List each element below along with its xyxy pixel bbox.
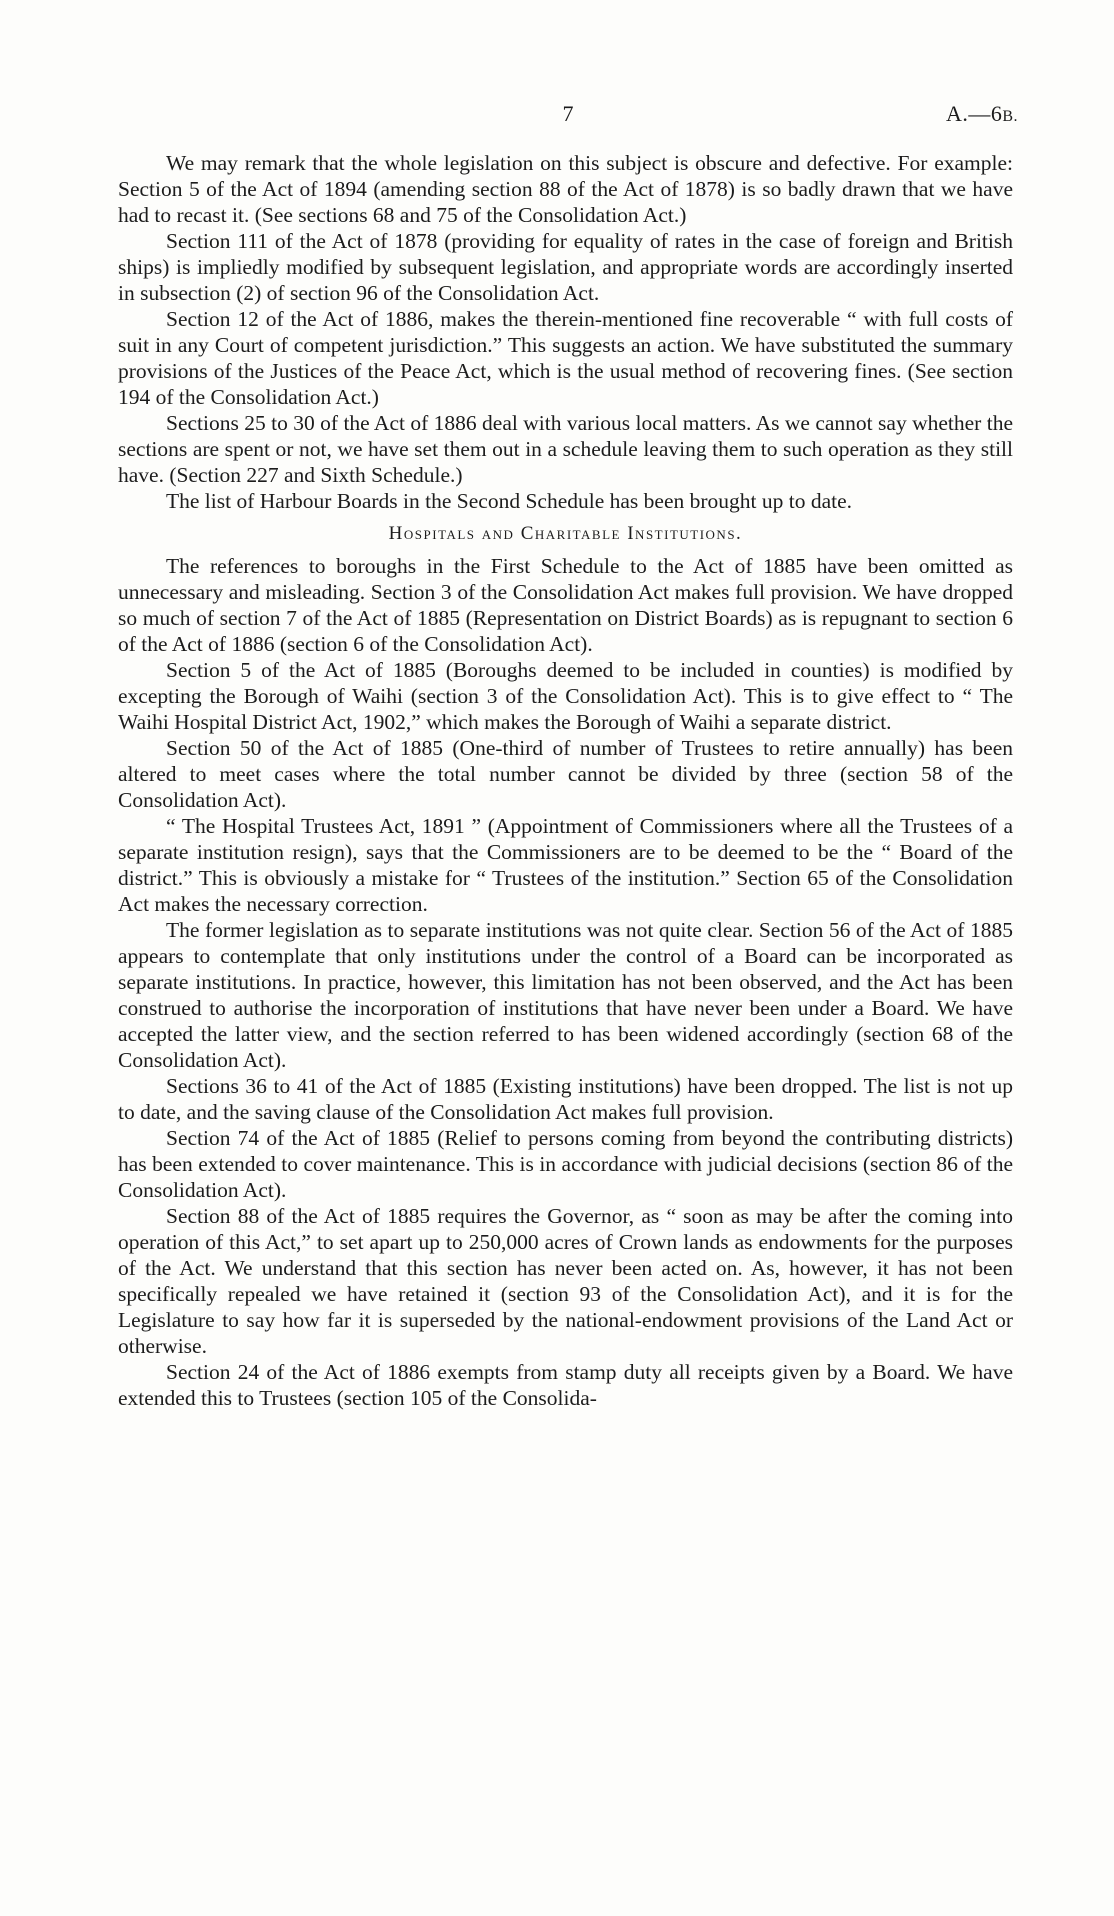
paragraph: Section 24 of the Act of 1886 exempts from stamp duty all receipts given by a Board. We have extended this to Trustees (section 105 of the Consolida- [118,1360,1013,1410]
paragraph: We may remark that the whole legislation on this subject is obscure and defective. For example: Section 5 of the Act of 1894 (amending section 88 of the Act of 1878) is so badly drawn that we have had to recast it. (See sections 68 and 75 of the Consolidation Act.) [118,151,1013,227]
paragraph: Sections 36 to 41 of the Act of 1885 (Existing institutions) have been dropped. The list is not up to date, and the saving clause of the Consolidation Act makes full provision. [118,1074,1013,1124]
document-reference-suffix: B. [1002,108,1018,125]
paragraph: Sections 25 to 30 of the Act of 1886 deal with various local matters. As we cannot say whether the sections are spent or not, we have set them out in a schedule leaving them to such operation as they still have. (Section 227 and Sixth Schedule.) [118,411,1013,487]
page-header [118,101,1018,131]
page-number: 7 [562,101,574,126]
paragraph: The list of Harbour Boards in the Second Schedule has been brought up to date. [166,489,853,513]
paragraph: The references to boroughs in the First Schedule to the Act of 1885 have been omitted as unnecessary and misleading. Section 3 of the Consolidation Act makes full provision. We have dropped so much of section 7 of the Act of 1885 (Representation on District Boards) as is repugnant to section 6 of the Act of 1886 (section 6 of the Consolidation Act). [118,554,1013,656]
paragraph: Section 111 of the Act of 1878 (providing for equality of rates in the case of foreign and British ships) is impliedly modified by subsequent legislation, and appropriate words are accordingly inserted in subsection (2) of section 96 of the Consolidation Act. [118,229,1013,305]
paragraph: Section 88 of the Act of 1885 requires the Governor, as “ soon as may be after the coming into operation of this Act,” to set apart up to 250,000 acres of Crown lands as endowments for the purposes of the Act. We understand that this section has never been acted on. As, however, it has not been specifically repealed we have retained it (section 93 of the Consolidation Act), and it is for the Legislature to say how far it is superseded by the national-endowment provisions of the Land Act or otherwise. [118,1204,1013,1358]
document-reference [946,101,1018,127]
paragraph: “ The Hospital Trustees Act, 1891 ” (Appointment of Commissioners where all the Trustees of a separate institution resign), says that the Commissioners are to be deemed to be the “ Board of the district.” This is obviously a mistake for “ Trustees of the institution.” Section 65 of the Consolidation Act makes the necessary correction. [118,814,1013,916]
paragraph: The former legislation as to separate institutions was not quite clear. Section 56 of the Act of 1885 appears to contemplate that only institutions under the control of a Board can be incorporated as separate institutions. In practice, however, this limitation has not been observed, and the Act has been construed to authorise the incorporation of institutions that have never been under a Board. We have accepted the latter view, and the section referred to has been widened accordingly (section 68 of the Consolidation Act). [118,918,1013,1072]
paragraph: Section 5 of the Act of 1885 (Boroughs deemed to be included in counties) is modified by excepting the Borough of Waihi (section 3 of the Consolidation Act). This is to give effect to “ The Waihi Hospital District Act, 1902,” which makes the Borough of Waihi a separate district. [118,658,1013,734]
section-heading: Hospitals and Charitable Institutions. [388,523,743,544]
paragraph: Section 50 of the Act of 1885 (One-third of number of Trustees to retire annually) has been altered to meet cases where the total number cannot be divided by three (section 58 of the Consolidation Act). [118,736,1013,812]
page-body [118,150,1013,1411]
document-reference-prefix: A.—6 [945,101,1003,126]
paragraph: Section 12 of the Act of 1886, makes the therein-mentioned fine recoverable “ with full costs of suit in any Court of competent jurisdiction.” This suggests an action. We have substituted the summary provisions of the Justices of the Peace Act, which is the usual method of recovering fines. (See section 194 of the Consolidation Act.) [118,307,1013,409]
paragraph: Section 74 of the Act of 1885 (Relief to persons coming from beyond the contributing districts) has been extended to cover maintenance. This is in accordance with judicial decisions (section 86 of the Consolidation Act). [118,1126,1013,1202]
